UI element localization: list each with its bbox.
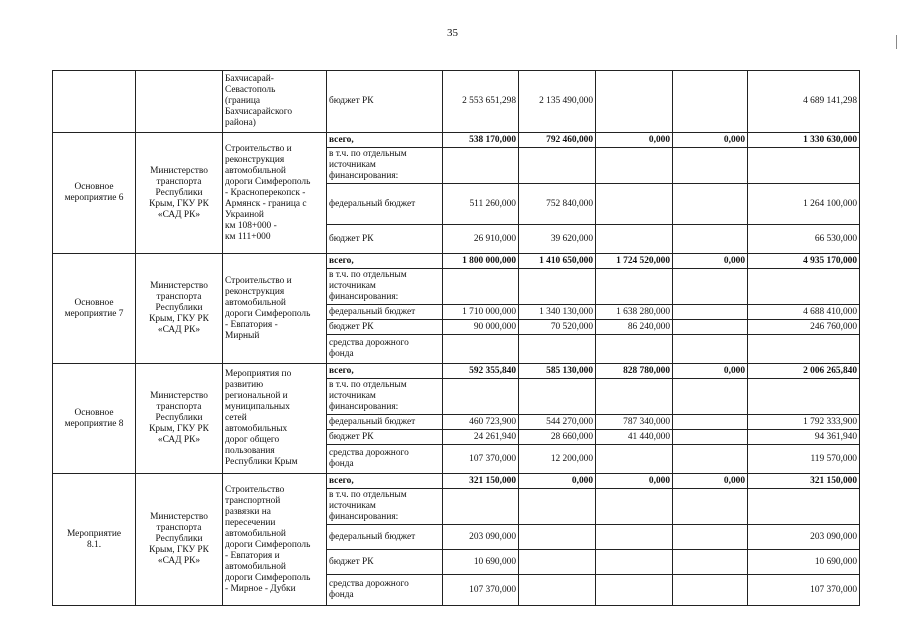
amount-cell <box>596 71 673 133</box>
funding-source-cell: средства дорожного фонда <box>327 335 443 364</box>
amount-cell: 70 520,000 <box>519 320 596 335</box>
amount-cell <box>673 71 748 133</box>
amount-cell <box>596 225 673 254</box>
executor-cell <box>136 71 223 133</box>
table-row <box>53 364 860 379</box>
funding-source-cell: федеральный бюджет <box>327 415 443 430</box>
amount-cell <box>673 305 748 320</box>
amount-cell: 39 620,000 <box>519 225 596 254</box>
amount-cell <box>443 489 519 525</box>
event-cell: Основное мероприятие 6 <box>53 133 136 254</box>
amount-cell <box>673 184 748 225</box>
amount-cell <box>596 148 673 184</box>
amount-cell: 12 200,000 <box>519 445 596 474</box>
table-row <box>53 254 860 269</box>
amount-cell <box>673 550 748 575</box>
event-name-cell: Строительство и реконструкция автомобильной дороги Симферополь - Красноперекопск - Армянск - граница с Украиной км 108+000 - км 111+000 <box>223 133 327 254</box>
amount-cell: 24 261,940 <box>443 430 519 445</box>
executor-cell: Министерство транспорта Республики Крым, ГКУ РК «САД РК» <box>136 133 223 254</box>
amount-cell: 787 340,000 <box>596 415 673 430</box>
amount-cell <box>443 148 519 184</box>
total-cell: 10 690,000 <box>748 550 860 575</box>
amount-cell: 592 355,840 <box>443 364 519 379</box>
funding-source-cell: средства дорожного фонда <box>327 445 443 474</box>
amount-cell <box>443 379 519 415</box>
page-number: 35 <box>447 27 458 39</box>
funding-source-cell: федеральный бюджет <box>327 184 443 225</box>
amount-cell: 1 410 650,000 <box>519 254 596 269</box>
amount-cell <box>673 575 748 606</box>
amount-cell <box>673 445 748 474</box>
amount-cell <box>519 575 596 606</box>
amount-cell: 0,000 <box>519 474 596 489</box>
total-cell <box>748 379 860 415</box>
amount-cell <box>673 225 748 254</box>
amount-cell <box>519 525 596 550</box>
table-row <box>53 474 860 489</box>
amount-cell <box>596 489 673 525</box>
amount-cell <box>519 335 596 364</box>
event-name-cell: Бахчисарай- Севастополь (граница Бахчисарайского района) <box>223 71 327 133</box>
amount-cell <box>596 550 673 575</box>
funding-source-cell: в т.ч. по отдельным источникам финансирования: <box>327 148 443 184</box>
event-cell: Мероприятие 8.1. <box>53 474 136 606</box>
amount-cell <box>519 269 596 305</box>
amount-cell: 86 240,000 <box>596 320 673 335</box>
amount-cell <box>596 269 673 305</box>
amount-cell <box>673 335 748 364</box>
event-cell: Основное мероприятие 8 <box>53 364 136 474</box>
funding-source-cell: федеральный бюджет <box>327 525 443 550</box>
funding-table <box>52 70 860 606</box>
amount-cell <box>596 575 673 606</box>
amount-cell <box>673 148 748 184</box>
amount-cell: 10 690,000 <box>443 550 519 575</box>
funding-source-cell: бюджет РК <box>327 430 443 445</box>
total-cell <box>748 335 860 364</box>
amount-cell: 107 370,000 <box>443 445 519 474</box>
amount-cell <box>673 379 748 415</box>
funding-source-cell: в т.ч. по отдельным источникам финансирования: <box>327 269 443 305</box>
amount-cell: 511 260,000 <box>443 184 519 225</box>
total-cell: 119 570,000 <box>748 445 860 474</box>
amount-cell: 0,000 <box>596 133 673 148</box>
table-row <box>53 133 860 148</box>
amount-cell: 0,000 <box>596 474 673 489</box>
total-cell: 1 330 630,000 <box>748 133 860 148</box>
total-cell: 1 264 100,000 <box>748 184 860 225</box>
amount-cell: 2 553 651,298 <box>443 71 519 133</box>
amount-cell: 28 660,000 <box>519 430 596 445</box>
total-cell: 203 090,000 <box>748 525 860 550</box>
funding-source-cell: бюджет РК <box>327 225 443 254</box>
table-row <box>53 71 860 133</box>
executor-cell: Министерство транспорта Республики Крым, ГКУ РК «САД РК» <box>136 474 223 606</box>
amount-cell: 1 800 000,000 <box>443 254 519 269</box>
total-cell: 94 361,940 <box>748 430 860 445</box>
funding-source-cell: в т.ч. по отдельным источникам финансирования: <box>327 489 443 525</box>
total-cell: 4 935 170,000 <box>748 254 860 269</box>
executor-cell: Министерство транспорта Республики Крым, ГКУ РК «САД РК» <box>136 364 223 474</box>
total-cell: 107 370,000 <box>748 575 860 606</box>
amount-cell: 90 000,000 <box>443 320 519 335</box>
amount-cell <box>596 379 673 415</box>
amount-cell <box>673 430 748 445</box>
event-name-cell: Мероприятия по развитию региональной и муниципальных сетей автомобильных дорог общего пользования Республики Крым <box>223 364 327 474</box>
funding-source-cell: всего, <box>327 474 443 489</box>
funding-source-cell: федеральный бюджет <box>327 305 443 320</box>
amount-cell: 460 723,900 <box>443 415 519 430</box>
funding-source-cell: всего, <box>327 133 443 148</box>
amount-cell <box>519 489 596 525</box>
amount-cell <box>596 445 673 474</box>
total-cell <box>748 269 860 305</box>
amount-cell: 538 170,000 <box>443 133 519 148</box>
amount-cell: 0,000 <box>673 474 748 489</box>
amount-cell: 828 780,000 <box>596 364 673 379</box>
amount-cell: 203 090,000 <box>443 525 519 550</box>
amount-cell: 1 340 130,000 <box>519 305 596 320</box>
amount-cell: 41 440,000 <box>596 430 673 445</box>
event-cell <box>53 71 136 133</box>
funding-source-cell: бюджет РК <box>327 320 443 335</box>
amount-cell: 0,000 <box>673 133 748 148</box>
event-name-cell: Строительство и реконструкция автомобильной дороги Симферополь - Евпатория - Мирный <box>223 254 327 364</box>
amount-cell: 544 270,000 <box>519 415 596 430</box>
amount-cell: 2 135 490,000 <box>519 71 596 133</box>
funding-source-cell: средства дорожного фонда <box>327 575 443 606</box>
amount-cell <box>673 489 748 525</box>
amount-cell <box>519 379 596 415</box>
total-cell <box>748 489 860 525</box>
total-cell: 321 150,000 <box>748 474 860 489</box>
amount-cell: 0,000 <box>673 364 748 379</box>
amount-cell: 26 910,000 <box>443 225 519 254</box>
amount-cell <box>443 269 519 305</box>
amount-cell <box>596 525 673 550</box>
total-cell: 4 688 410,000 <box>748 305 860 320</box>
amount-cell: 792 460,000 <box>519 133 596 148</box>
table-body <box>53 71 860 606</box>
total-cell <box>748 148 860 184</box>
total-cell: 66 530,000 <box>748 225 860 254</box>
amount-cell: 1 710 000,000 <box>443 305 519 320</box>
amount-cell: 585 130,000 <box>519 364 596 379</box>
total-cell: 4 689 141,298 <box>748 71 860 133</box>
amount-cell: 752 840,000 <box>519 184 596 225</box>
funding-source-cell: в т.ч. по отдельным источникам финансирования: <box>327 379 443 415</box>
event-name-cell: Строительство транспортной развязки на пересечении автомобильной дороги Симферополь - Евпатория и автомобильной дороги Симферополь - Мирное - Дубки <box>223 474 327 606</box>
funding-source-cell: всего, <box>327 364 443 379</box>
total-cell: 246 760,000 <box>748 320 860 335</box>
amount-cell: 0,000 <box>673 254 748 269</box>
amount-cell <box>443 335 519 364</box>
amount-cell <box>673 269 748 305</box>
total-cell: 2 006 265,840 <box>748 364 860 379</box>
amount-cell <box>673 320 748 335</box>
executor-cell: Министерство транспорта Республики Крым, ГКУ РК «САД РК» <box>136 254 223 364</box>
amount-cell <box>519 148 596 184</box>
amount-cell: 1 638 280,000 <box>596 305 673 320</box>
margin-mark <box>896 35 897 49</box>
amount-cell: 1 724 520,000 <box>596 254 673 269</box>
amount-cell <box>673 415 748 430</box>
amount-cell: 107 370,000 <box>443 575 519 606</box>
amount-cell <box>519 550 596 575</box>
event-cell: Основное мероприятие 7 <box>53 254 136 364</box>
funding-source-cell: бюджет РК <box>327 550 443 575</box>
amount-cell <box>673 525 748 550</box>
funding-source-cell: бюджет РК <box>327 71 443 133</box>
amount-cell: 321 150,000 <box>443 474 519 489</box>
funding-source-cell: всего, <box>327 254 443 269</box>
amount-cell <box>596 184 673 225</box>
total-cell: 1 792 333,900 <box>748 415 860 430</box>
amount-cell <box>596 335 673 364</box>
